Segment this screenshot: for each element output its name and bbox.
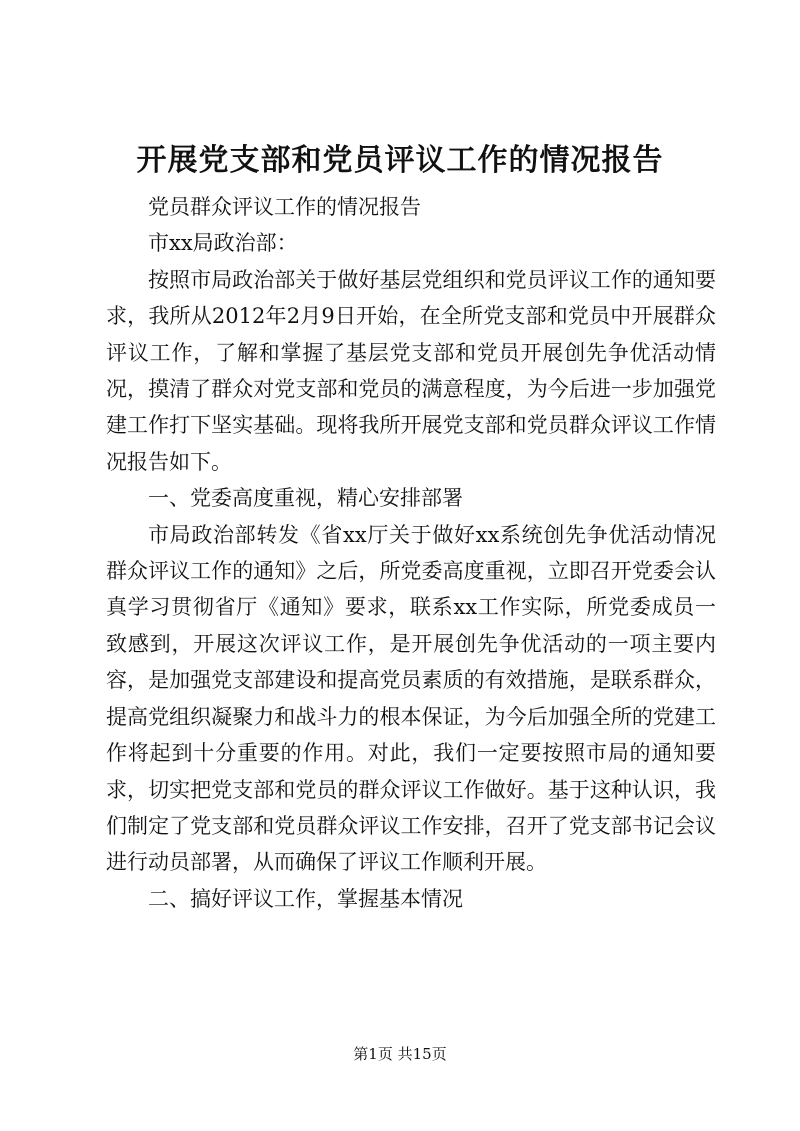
subtitle-paragraph: 党员群众评议工作的情况报告	[148, 195, 421, 219]
page-number-footer: 第1页 共15页	[353, 1045, 447, 1063]
document-body	[106, 189, 716, 917]
section-1-paragraph: 市局政治部转发《省xx厅关于做好xx系统创先争优活动情况群众评议工作的通知》之后，所党委高度重视，立即召开党委会认真学习贯彻省厅《通知》要求，联系xx工作实际，所党委成员一致感到，开展这次评议工作，是开展创先争优活动的一项主要内容，是加强党支部建设和提高党员素质的有效措施，是联系群众，提高党组织凝聚力和战斗力的根本保证，为今后加强全所的党建工作将起到十分重要的作用。对此，我们一定要按照市局的通知要求，切实把党支部和党员的群众评议工作做好。基于这种认识，我们制定了党支部和党员群众评议工作安排，召开了党支部书记会议进行动员部署，从而确保了评议工作顺利开展。	[106, 522, 716, 875]
addressee-paragraph: 市xx局政治部：	[148, 231, 298, 256]
intro-paragraph: 按照市局政治部关于做好基层党组织和党员评议工作的通知要求，我所从2012年2月9日开始，在全所党支部和党员中开展群众评议工作，了解和掌握了基层党支部和党员开展创先争优活动情况，摸清了群众对党支部和党员的满意程度，为今后进一步加强党建工作打下坚实基础。现将我所开展党支部和党员群众评议工作情况报告如下。	[106, 267, 716, 474]
section-heading-2: 二、搞好评议工作，掌握基本情况	[148, 886, 463, 911]
document-title: 开展党支部和党员评议工作的情况报告	[136, 143, 664, 178]
section-heading-1: 一、党委高度重视，精心安排部署	[148, 486, 463, 511]
